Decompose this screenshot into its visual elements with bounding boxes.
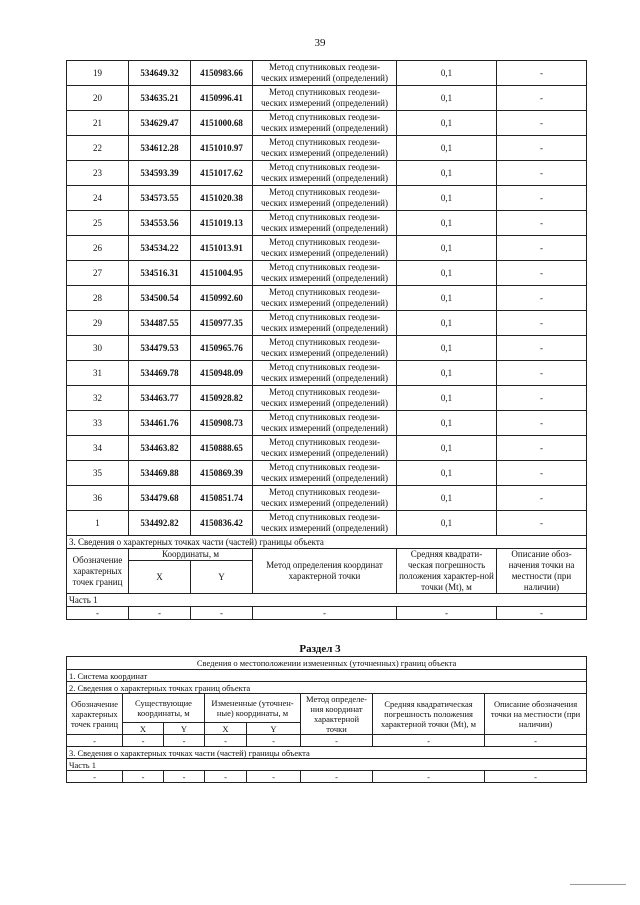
header-designation: Обозначение характерных точек границ bbox=[67, 549, 129, 594]
description: - bbox=[497, 136, 587, 161]
boundary-points-body bbox=[67, 61, 587, 536]
method-line-1: Метод спутниковых геодези- bbox=[269, 62, 380, 72]
table-row bbox=[67, 211, 587, 236]
coord-y: 4150977.35 bbox=[191, 311, 253, 336]
accuracy: 0,1 bbox=[397, 436, 497, 461]
dash-cell: - bbox=[67, 607, 129, 620]
header-method: Метод определения координат характерной точки bbox=[253, 549, 397, 594]
coord-y: 4150851.74 bbox=[191, 486, 253, 511]
method-line-2: ческих измерений (определений) bbox=[260, 148, 388, 158]
table-row bbox=[67, 461, 587, 486]
table-row bbox=[67, 486, 587, 511]
dash-cell: - bbox=[247, 735, 301, 747]
method-line-2: ческих измерений (определений) bbox=[260, 348, 388, 358]
coord-x: 534516.31 bbox=[129, 261, 191, 286]
accuracy: 0,1 bbox=[397, 261, 497, 286]
dash-cell: - bbox=[485, 771, 587, 783]
point-number: 25 bbox=[67, 211, 129, 236]
accuracy: 0,1 bbox=[397, 336, 497, 361]
method bbox=[253, 161, 397, 186]
description: - bbox=[497, 211, 587, 236]
method-line-1: Метод спутниковых геодези- bbox=[269, 387, 380, 397]
coord-x: 534479.53 bbox=[129, 336, 191, 361]
t2-header-y-existing: Y bbox=[164, 723, 205, 735]
method-line-2: ческих измерений (определений) bbox=[260, 223, 388, 233]
accuracy: 0,1 bbox=[397, 311, 497, 336]
point-number: 34 bbox=[67, 436, 129, 461]
footer-line bbox=[570, 884, 626, 885]
description: - bbox=[497, 61, 587, 86]
accuracy: 0,1 bbox=[397, 511, 497, 536]
dash-cell: - bbox=[67, 735, 123, 747]
boundary-points-table bbox=[66, 60, 587, 620]
method-line-1: Метод спутниковых геодези- bbox=[269, 487, 380, 497]
dash-cell: - bbox=[123, 735, 164, 747]
method bbox=[253, 411, 397, 436]
method-line-2: ческих измерений (определений) bbox=[260, 473, 388, 483]
section-heading: Раздел 3 bbox=[299, 643, 341, 655]
dash-cell: - bbox=[164, 771, 205, 783]
coord-y: 4150928.82 bbox=[191, 386, 253, 411]
description: - bbox=[497, 261, 587, 286]
dash-cell: - bbox=[497, 607, 587, 620]
dash-cell: - bbox=[205, 735, 247, 747]
table-row bbox=[67, 336, 587, 361]
coord-x: 534492.82 bbox=[129, 511, 191, 536]
table-row bbox=[67, 236, 587, 261]
accuracy: 0,1 bbox=[397, 361, 497, 386]
section3-block bbox=[67, 536, 587, 620]
dash-cell: - bbox=[253, 607, 397, 620]
coord-y: 4151000.68 bbox=[191, 111, 253, 136]
description: - bbox=[497, 86, 587, 111]
t2-header-accuracy: Средняя квадратическая погрешность положения характерной точки (Mt), м bbox=[373, 694, 485, 735]
dash-cell: - bbox=[164, 735, 205, 747]
method-line-1: Метод спутниковых геодези- bbox=[269, 412, 380, 422]
coord-y: 4151019.13 bbox=[191, 211, 253, 236]
method-line-1: Метод спутниковых геодези- bbox=[269, 462, 380, 472]
point-number: 36 bbox=[67, 486, 129, 511]
coord-x: 534463.77 bbox=[129, 386, 191, 411]
coord-y: 4150948.09 bbox=[191, 361, 253, 386]
point-number: 30 bbox=[67, 336, 129, 361]
description: - bbox=[497, 161, 587, 186]
coord-y: 4151017.62 bbox=[191, 161, 253, 186]
header-x: X bbox=[129, 561, 191, 594]
table-row bbox=[67, 361, 587, 386]
t2-header-x-existing: X bbox=[123, 723, 164, 735]
dash-cell: - bbox=[67, 771, 123, 783]
method-line-1: Метод спутниковых геодези- bbox=[269, 212, 380, 222]
coordinate-system-line: 1. Система координат bbox=[67, 670, 587, 682]
accuracy: 0,1 bbox=[397, 61, 497, 86]
method bbox=[253, 111, 397, 136]
description: - bbox=[497, 111, 587, 136]
method bbox=[253, 361, 397, 386]
point-number: 32 bbox=[67, 386, 129, 411]
point-number: 19 bbox=[67, 61, 129, 86]
accuracy: 0,1 bbox=[397, 186, 497, 211]
coord-x: 534461.76 bbox=[129, 411, 191, 436]
method-line-2: ческих измерений (определений) bbox=[260, 398, 388, 408]
method-line-2: ческих измерений (определений) bbox=[260, 423, 388, 433]
method-line-2: ческих измерений (определений) bbox=[260, 498, 388, 508]
table-row bbox=[67, 436, 587, 461]
table-row bbox=[67, 161, 587, 186]
method bbox=[253, 136, 397, 161]
point-number: 27 bbox=[67, 261, 129, 286]
page-number: 39 bbox=[314, 37, 326, 49]
t2-header-x-changed: X bbox=[205, 723, 247, 735]
accuracy: 0,1 bbox=[397, 136, 497, 161]
method-line-2: ческих измерений (определений) bbox=[260, 298, 388, 308]
header-description: Описание обоз-начения точки на местности (при наличии) bbox=[497, 549, 587, 594]
method-line-1: Метод спутниковых геодези- bbox=[269, 87, 380, 97]
point-number: 1 bbox=[67, 511, 129, 536]
t2-part-label: Часть 1 bbox=[67, 759, 587, 771]
description: - bbox=[497, 361, 587, 386]
table-row bbox=[67, 386, 587, 411]
description: - bbox=[497, 286, 587, 311]
method-line-1: Метод спутниковых геодези- bbox=[269, 287, 380, 297]
method bbox=[253, 511, 397, 536]
point-number: 26 bbox=[67, 236, 129, 261]
coord-y: 4150996.41 bbox=[191, 86, 253, 111]
method bbox=[253, 186, 397, 211]
table-row bbox=[67, 136, 587, 161]
method-line-1: Метод спутниковых геодези- bbox=[269, 437, 380, 447]
t2-header-designation: Обозначение характерных точек границ bbox=[67, 694, 123, 735]
accuracy: 0,1 bbox=[397, 111, 497, 136]
method-line-1: Метод спутниковых геодези- bbox=[269, 237, 380, 247]
header-coordinates: Координаты, м bbox=[129, 549, 253, 561]
accuracy: 0,1 bbox=[397, 386, 497, 411]
table-row bbox=[67, 261, 587, 286]
method-line-1: Метод спутниковых геодези- bbox=[269, 187, 380, 197]
method-line-2: ческих измерений (определений) bbox=[260, 73, 388, 83]
coord-x: 534487.55 bbox=[129, 311, 191, 336]
method-line-1: Метод спутниковых геодези- bbox=[269, 137, 380, 147]
coord-x: 534479.68 bbox=[129, 486, 191, 511]
method-line-1: Метод спутниковых геодези- bbox=[269, 312, 380, 322]
method bbox=[253, 461, 397, 486]
table-row bbox=[67, 111, 587, 136]
point-number: 24 bbox=[67, 186, 129, 211]
point-number: 20 bbox=[67, 86, 129, 111]
method-line-2: ческих измерений (определений) bbox=[260, 523, 388, 533]
coord-y: 4151020.38 bbox=[191, 186, 253, 211]
dash-cell: - bbox=[123, 771, 164, 783]
accuracy: 0,1 bbox=[397, 86, 497, 111]
coord-y: 4150965.76 bbox=[191, 336, 253, 361]
table-row bbox=[67, 61, 587, 86]
method-line-2: ческих измерений (определений) bbox=[260, 448, 388, 458]
method-line-1: Метод спутниковых геодези- bbox=[269, 337, 380, 347]
table-row bbox=[67, 286, 587, 311]
header-accuracy: Средняя квадрати-ческая погрешность положения характер-ной точки (Mt), м bbox=[397, 549, 497, 594]
table-row bbox=[67, 411, 587, 436]
coord-x: 534463.82 bbox=[129, 436, 191, 461]
dash-cell: - bbox=[373, 771, 485, 783]
point-number: 22 bbox=[67, 136, 129, 161]
method bbox=[253, 61, 397, 86]
dash-cell: - bbox=[301, 735, 373, 747]
method-line-1: Метод спутниковых геодези- bbox=[269, 362, 380, 372]
method bbox=[253, 261, 397, 286]
description: - bbox=[497, 436, 587, 461]
point-number: 28 bbox=[67, 286, 129, 311]
coord-x: 534573.55 bbox=[129, 186, 191, 211]
description: - bbox=[497, 336, 587, 361]
point-number: 29 bbox=[67, 311, 129, 336]
point-number: 35 bbox=[67, 461, 129, 486]
coord-x: 534534.22 bbox=[129, 236, 191, 261]
section3-title: 3. Сведения о характерных точках части (частей) границы объекта bbox=[67, 536, 587, 549]
coord-x: 534629.47 bbox=[129, 111, 191, 136]
method-line-1: Метод спутниковых геодези- bbox=[269, 262, 380, 272]
method-line-2: ческих измерений (определений) bbox=[260, 98, 388, 108]
coord-y: 4150836.42 bbox=[191, 511, 253, 536]
table2-title: Сведения о местоположении измененных (уточненных) границ объекта bbox=[67, 657, 587, 670]
method-line-2: ческих измерений (определений) bbox=[260, 173, 388, 183]
accuracy: 0,1 bbox=[397, 411, 497, 436]
method bbox=[253, 486, 397, 511]
description: - bbox=[497, 411, 587, 436]
dash-cell: - bbox=[485, 735, 587, 747]
accuracy: 0,1 bbox=[397, 161, 497, 186]
t2-header-existing: Существующие координаты, м bbox=[123, 694, 205, 723]
dash-cell: - bbox=[373, 735, 485, 747]
part-label: Часть 1 bbox=[67, 594, 587, 607]
coord-y: 4151013.91 bbox=[191, 236, 253, 261]
method bbox=[253, 86, 397, 111]
description: - bbox=[497, 186, 587, 211]
method bbox=[253, 286, 397, 311]
coord-y: 4151010.97 bbox=[191, 136, 253, 161]
method bbox=[253, 336, 397, 361]
method bbox=[253, 311, 397, 336]
method bbox=[253, 436, 397, 461]
coord-x: 534553.56 bbox=[129, 211, 191, 236]
coord-y: 4151004.95 bbox=[191, 261, 253, 286]
method-line-1: Метод спутниковых геодези- bbox=[269, 112, 380, 122]
method bbox=[253, 211, 397, 236]
method-line-2: ческих измерений (определений) bbox=[260, 198, 388, 208]
dash-cell: - bbox=[247, 771, 301, 783]
table-row bbox=[67, 311, 587, 336]
accuracy: 0,1 bbox=[397, 286, 497, 311]
description: - bbox=[497, 236, 587, 261]
method-line-1: Метод спутниковых геодези- bbox=[269, 512, 380, 522]
dash-cell: - bbox=[205, 771, 247, 783]
description: - bbox=[497, 511, 587, 536]
parts-info-line: 3. Сведения о характерных точках части (частей) границы объекта bbox=[67, 747, 587, 759]
accuracy: 0,1 bbox=[397, 211, 497, 236]
method-line-1: Метод спутниковых геодези- bbox=[269, 162, 380, 172]
changed-boundaries-table bbox=[66, 656, 587, 783]
dash-cell: - bbox=[301, 771, 373, 783]
coord-x: 534635.21 bbox=[129, 86, 191, 111]
coord-x: 534500.54 bbox=[129, 286, 191, 311]
dash-cell: - bbox=[129, 607, 191, 620]
table-row bbox=[67, 86, 587, 111]
coord-x: 534649.32 bbox=[129, 61, 191, 86]
description: - bbox=[497, 311, 587, 336]
coord-x: 534612.28 bbox=[129, 136, 191, 161]
t2-header-y-changed: Y bbox=[247, 723, 301, 735]
table-row bbox=[67, 511, 587, 536]
method-line-2: ческих измерений (определений) bbox=[260, 373, 388, 383]
coord-y: 4150888.65 bbox=[191, 436, 253, 461]
coord-y: 4150908.73 bbox=[191, 411, 253, 436]
coord-y: 4150983.66 bbox=[191, 61, 253, 86]
accuracy: 0,1 bbox=[397, 486, 497, 511]
t2-header-description: Описание обозначения точки на местности (при наличии) bbox=[485, 694, 587, 735]
coord-y: 4150869.39 bbox=[191, 461, 253, 486]
method-line-2: ческих измерений (определений) bbox=[260, 123, 388, 133]
description: - bbox=[497, 386, 587, 411]
method-line-2: ческих измерений (определений) bbox=[260, 248, 388, 258]
coord-x: 534593.39 bbox=[129, 161, 191, 186]
coord-x: 534469.78 bbox=[129, 361, 191, 386]
t2-header-changed: Измененные (уточнен-ные) координаты, м bbox=[205, 694, 301, 723]
method bbox=[253, 236, 397, 261]
point-number: 23 bbox=[67, 161, 129, 186]
method bbox=[253, 386, 397, 411]
method-line-2: ческих измерений (определений) bbox=[260, 273, 388, 283]
point-number: 33 bbox=[67, 411, 129, 436]
point-number: 31 bbox=[67, 361, 129, 386]
description: - bbox=[497, 486, 587, 511]
accuracy: 0,1 bbox=[397, 461, 497, 486]
t2-header-method: Метод определе-ния координат характерной точки bbox=[301, 694, 373, 735]
description: - bbox=[497, 461, 587, 486]
dash-cell: - bbox=[191, 607, 253, 620]
header-y: Y bbox=[191, 561, 253, 594]
accuracy: 0,1 bbox=[397, 236, 497, 261]
coord-y: 4150992.60 bbox=[191, 286, 253, 311]
method-line-2: ческих измерений (определений) bbox=[260, 323, 388, 333]
coord-x: 534469.88 bbox=[129, 461, 191, 486]
points-info-line: 2. Сведения о характерных точках границ объекта bbox=[67, 682, 587, 694]
table-row bbox=[67, 186, 587, 211]
dash-cell: - bbox=[397, 607, 497, 620]
point-number: 21 bbox=[67, 111, 129, 136]
